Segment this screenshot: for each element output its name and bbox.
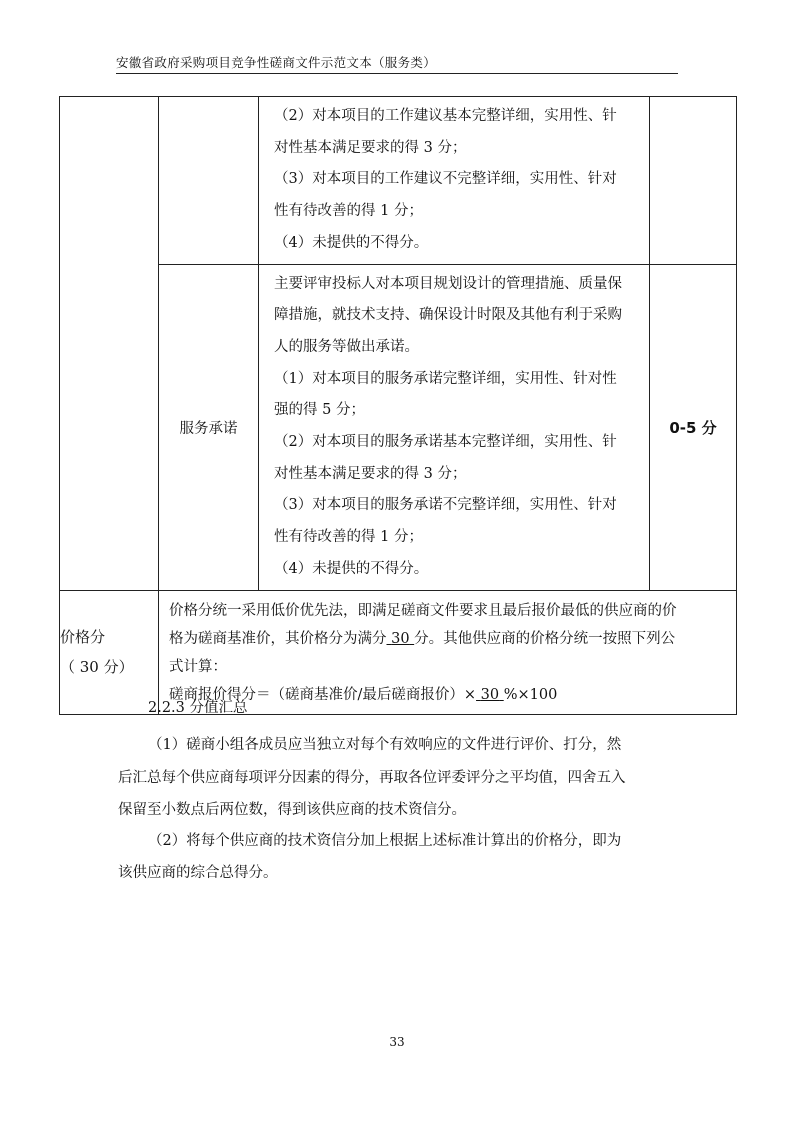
- criteria-line: 主要评审投标人对本项目规划设计的管理措施、质量保: [274, 275, 622, 292]
- criteria-cell-service-commitment: [259, 264, 650, 590]
- header-rule: [116, 73, 678, 74]
- criteria-line: （3）对本项目的工作建议不完整详细，实用性、针对: [274, 171, 617, 188]
- criteria-line: （2）对本项目的服务承诺基本完整详细，实用性、针: [274, 434, 617, 451]
- page-number: 33: [389, 1035, 405, 1049]
- paragraph-line: （2）将每个供应商的技术资信分加上根据上述标准计算出的价格分，即为: [148, 833, 622, 849]
- formula-weight-value: 30: [480, 687, 500, 704]
- document-header-title: 安徽省政府采购项目竞争性磋商文件示范文本（服务类）: [116, 55, 437, 70]
- paragraph-line: 保留至小数点后两位数，得到该供应商的技术资信分。: [118, 802, 466, 818]
- price-score-label-cell: [60, 590, 159, 714]
- criteria-line: 性有待改善的得 1 分；: [274, 529, 423, 546]
- paragraph-line: 后汇总每个供应商每项评分因素的得分，再取各位评委评分之平均值，四舍五入: [118, 770, 626, 786]
- section-heading: 2.2.3 分值汇总: [148, 700, 248, 716]
- price-score-label: 价格分: [60, 628, 106, 647]
- criteria-line: 强的得 5 分；: [274, 402, 365, 419]
- criteria-line: 对性基本满足要求的得 3 分；: [274, 139, 467, 156]
- criteria-line: （1）对本项目的服务承诺完整详细，实用性、针对性: [274, 370, 617, 387]
- criteria-cell-work-suggestions: [259, 97, 650, 265]
- price-formula: 磋商报价得分＝（磋商基准价/最后磋商报价）× 30 %×100: [169, 687, 558, 704]
- criteria-line: （3）对本项目的服务承诺不完整详细，实用性、针对: [274, 497, 617, 514]
- item-name-cell-empty: [159, 97, 259, 265]
- paragraph-line: 该供应商的综合总得分。: [118, 865, 278, 881]
- paragraph-line: （1）磋商小组各成员应当独立对每个有效响应的文件进行评价、打分，然: [148, 737, 622, 753]
- price-score-points: （ 30 分）: [60, 658, 134, 677]
- full-score-value: 30: [391, 631, 410, 648]
- score-cell-empty: [650, 97, 737, 265]
- criteria-line: 障措施，就技术支持、确保设计时限及其他有利于采购: [274, 307, 622, 324]
- criteria-line: （4）未提供的不得分。: [274, 234, 429, 251]
- criteria-line: 对性基本满足要求的得 3 分；: [274, 465, 467, 482]
- table-row-work-suggestions: [60, 97, 737, 265]
- criteria-line: 人的服务等做出承诺。: [274, 338, 419, 355]
- scoring-table: [59, 96, 737, 715]
- criteria-line: 性有待改善的得 1 分；: [274, 203, 423, 220]
- table-row-service-commitment: [60, 264, 737, 590]
- price-rule-line: 式计算：: [169, 659, 227, 676]
- criteria-line: （2）对本项目的工作建议基本完整详细，实用性、针: [274, 108, 617, 124]
- score-service-commitment: 0-5 分: [650, 264, 737, 590]
- category-cell-empty: [60, 97, 159, 591]
- price-rule-line: 价格分统一采用低价优先法，即满足磋商文件要求且最后报价最低的供应商的价: [169, 603, 677, 620]
- criteria-line: （4）未提供的不得分。: [274, 560, 429, 577]
- item-name-service-commitment: 服务承诺: [159, 264, 259, 590]
- price-rule-line: 格为磋商基准价，其价格分为满分 30 分。其他供应商的价格分统一按照下列公: [169, 631, 676, 648]
